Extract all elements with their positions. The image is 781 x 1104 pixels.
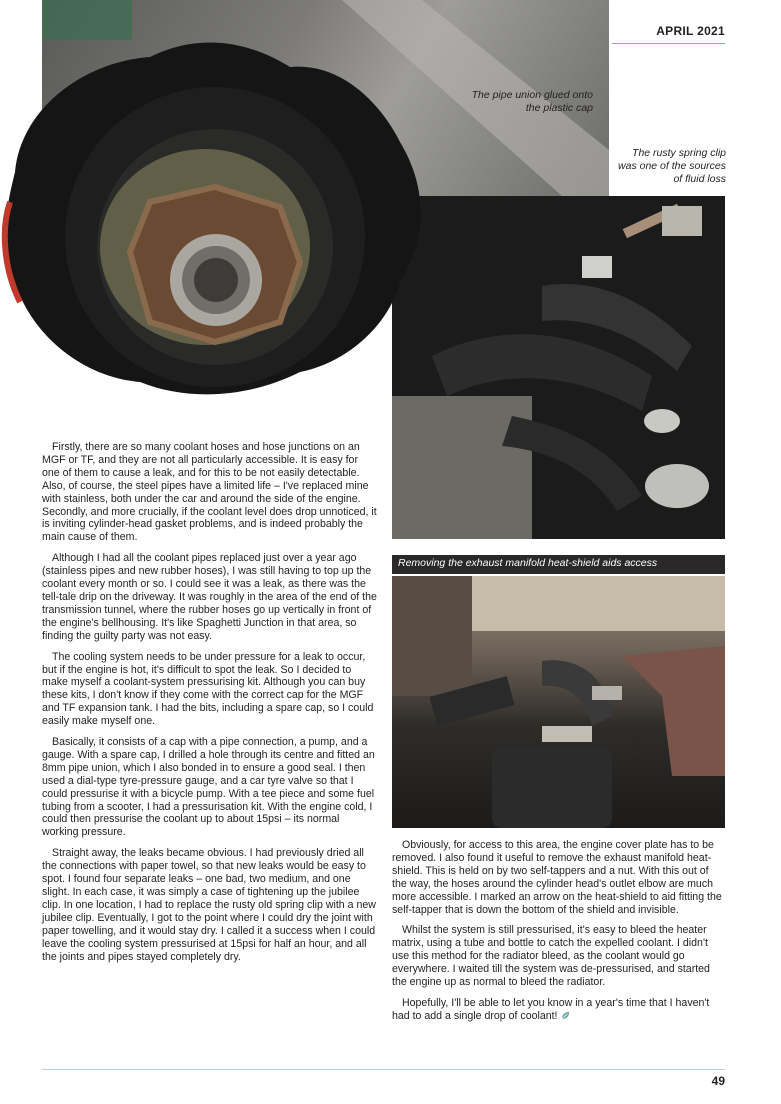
article-paragraph: Although I had all the coolant pipes replaced just over a year ago (stainless pipes and new rubber hoses), I was still having to top up the coolant every month or so. I could see it was a leak, as there was the tell-tale drip on the driveway. It was roughly in the area of the end of the transmission tunnel, where the rubber hoses go up vertically in front of the engine's bellhousing. It's like Spaghetti Junction in that area, so finding the guilty party was not easy. [42, 552, 377, 642]
engine-hoses-photo [392, 196, 725, 539]
article-right-column [392, 839, 726, 1031]
article-paragraph: Obviously, for access to this area, the engine cover plate has to be removed. I also found it useful to remove the exhaust manifold heat-shield. This is held on by two self-tappers and a nut. With this out of the way, the hoses around the cylinder head's outlet elbow are much more accessible. I marked an arrow on the heat-shield to aid fitting the self-tapper that is down the bottom of the shield and invisible. [392, 839, 722, 916]
final-paragraph-text: Hopefully, I'll be able to let you know in a year's time that I haven't had to add a single drop of coolant! [392, 996, 710, 1022]
pipe-union-caption: The pipe union glued onto the plastic cap [471, 89, 593, 114]
engine-hoses-graphic [392, 196, 725, 539]
article-paragraph: Basically, it consists of a cap with a pipe connection, a pump, and a gauge. With a spare cap, I drilled a hole through its centre and fitted an 8mm pipe union, which I also bonded in to ensure a good seal. I then used a dial-type tyre-pressure gauge, and a car tyre valve so that I could pressurise it with a bicycle pump. With a tee piece and some fuel tubing from a scooter, I had a pressurisation kit. With the engine cold, I could then pressurise the coolant up to about 15psi – its normal working pressure. [42, 736, 375, 839]
article-paragraph: Whilst the system is still pressurised, it's easy to bleed the heater matrix, using a tube and bottle to catch the expelled coolant. I didn't use this method for the radiator bleed, as the coolant would go everywhere. I waited till the system was de-pressurised, and started the engine up as normal to bleed the radiator. [392, 924, 710, 989]
article-paragraph-final [392, 997, 726, 1023]
exhaust-manifold-photo [392, 576, 725, 828]
spring-clip-caption: The rusty spring clip was one of the sources of fluid loss [618, 147, 726, 185]
article-left-column [42, 441, 378, 971]
exhaust-shield-caption: Removing the exhaust manifold heat-shield aids access [398, 557, 658, 569]
header-rule [612, 43, 725, 44]
article-paragraph: The cooling system needs to be under pressure for a leak to occur, but if the engine is hot, it's difficult to spot the leak. So I decided to make myself a coolant-system pressurising kit. Although you can buy these kits, I don't know if they come with the correct cap for the MGF and TF expansion tank. I had the bits, including a spare cap, so I could easily make myself one. [42, 650, 374, 728]
radiator-cap-graphic [0, 22, 430, 402]
radiator-cap-photo [0, 22, 430, 402]
article-paragraph: Firstly, there are so many coolant hoses and hose junctions on an MGF or TF, and they are not all particularly accessible. It is easy for one of them to cause a leak, and for this to be not easily detectable. Also, of course, the steel pipes have a limited life – I've replaced mine with stainless, both under the car and around the side of the engine. Secondly, and more crucially, if the coolant level does drop unnoticed, it is inviting cylinder-head gasket problems, and is indeed probably the main cause of them. [42, 441, 377, 544]
page-number: 49 [711, 1074, 725, 1088]
issue-date: APRIL 2021 [656, 24, 725, 38]
exhaust-manifold-graphic [392, 576, 725, 828]
footer-rule [42, 1069, 725, 1070]
leaf-end-mark-icon [561, 1011, 570, 1020]
article-paragraph: Straight away, the leaks became obvious. I had previously dried all the connections with paper towel, so that new leaks would be easy to spot. I found four separate leaks – one bad, two medium, and one slight. In each case, it was simply a case of tightening up the jubilee clip. In one location, I had to replace the rusty old spring clip with a new jubilee clip. Eventually, I got to the point where I could dry the joint with paper towelling, and it would stay dry. I called it a success when I could leave the cooling system pressurised at 15psi for half an hour, and all the joints and pipes stayed completely dry. [42, 847, 376, 963]
